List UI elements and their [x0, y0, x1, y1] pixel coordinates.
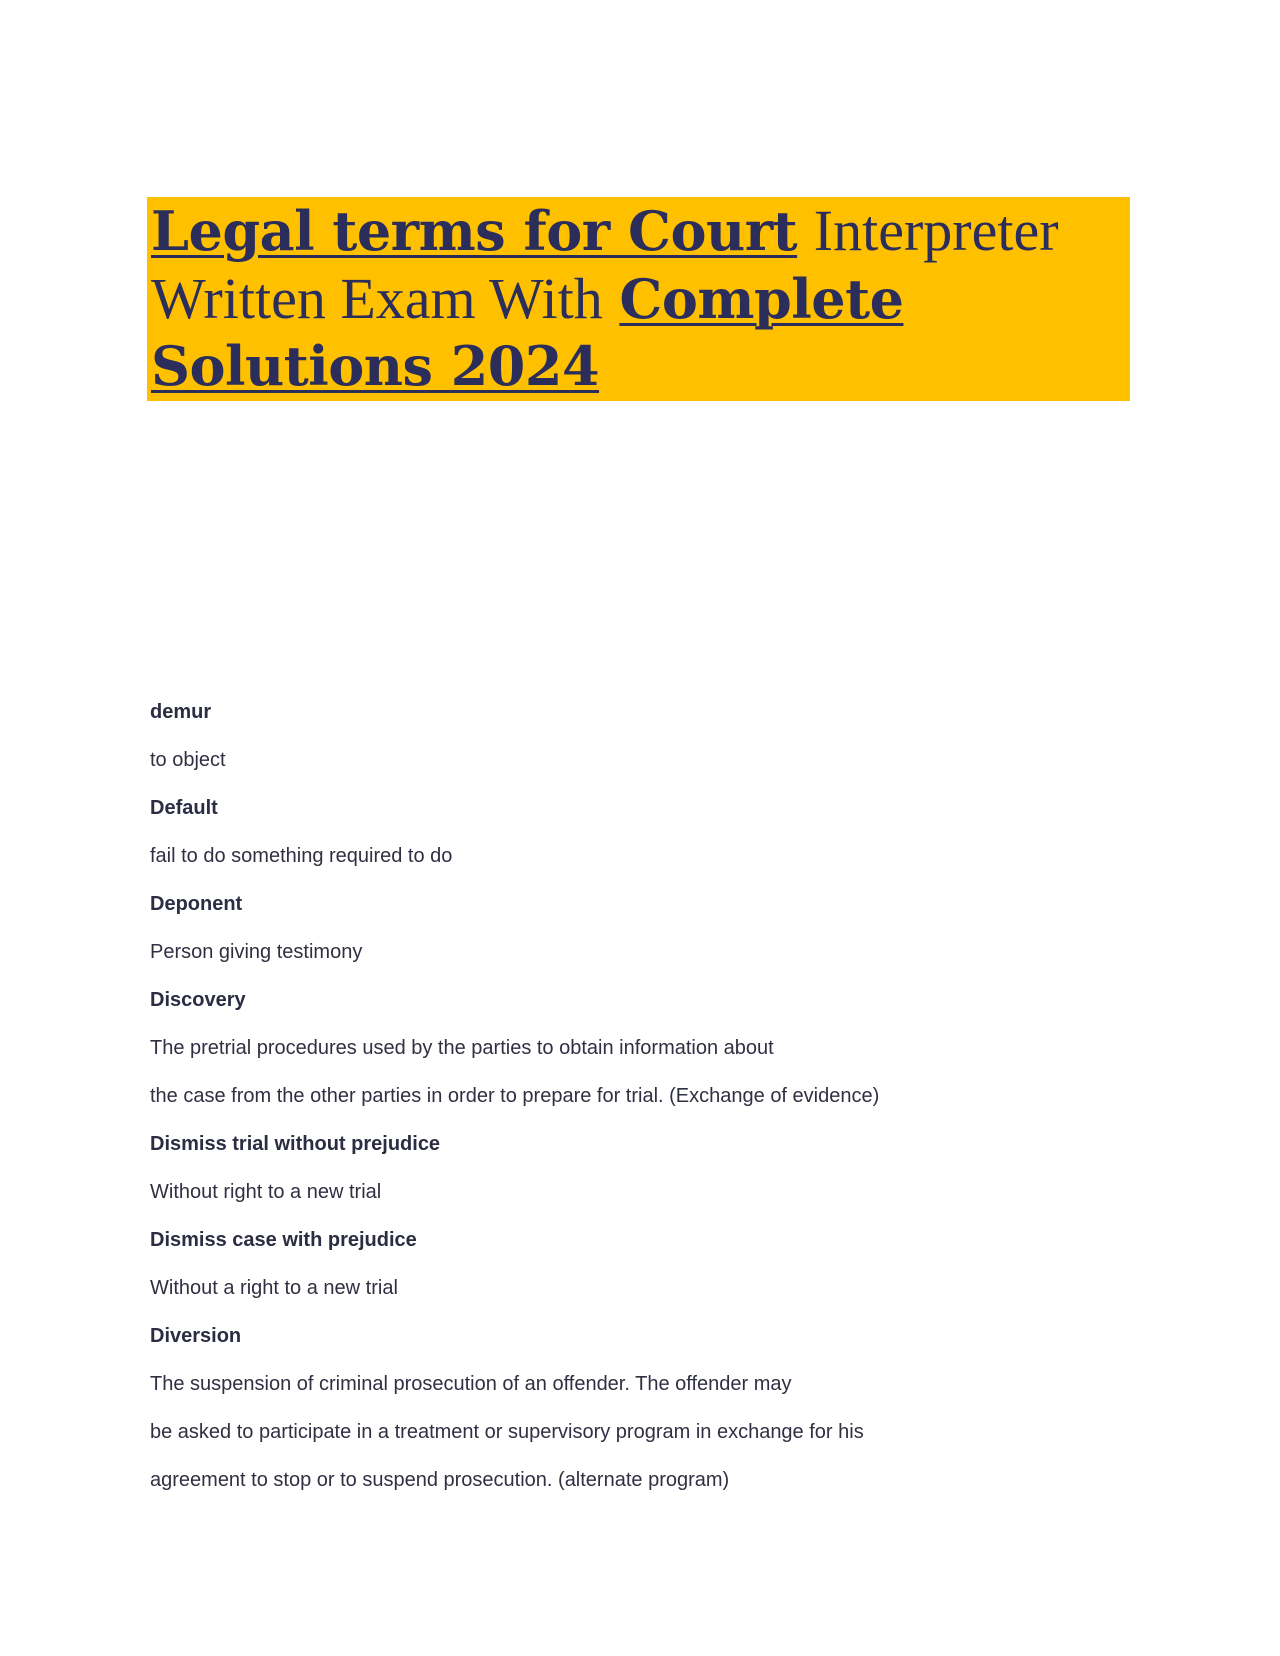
definition-diversion-line-2: be asked to participate in a treatment or supervisory program in exchange for his: [150, 1421, 864, 1443]
title-part-3: Complete Solutions 2024: [151, 267, 904, 398]
definition-dismiss-case-with-prejudice: Without a right to a new trial: [150, 1277, 398, 1299]
definition-discovery-line-1: The pretrial procedures used by the parties to obtain information about: [150, 1037, 774, 1059]
title-part-1: Legal terms for Court: [151, 199, 798, 263]
definition-diversion-line-1: The suspension of criminal prosecution of an offender. The offender may: [150, 1373, 792, 1395]
glossary-list: [150, 688, 1150, 1504]
document-title: [151, 197, 1130, 400]
definition-discovery-line-2: the case from the other parties in order to prepare for trial. (Exchange of evidence): [150, 1085, 880, 1107]
definition-deponent: Person giving testimony: [150, 941, 363, 963]
definition-default: fail to do something required to do: [150, 845, 453, 867]
term-deponent: Deponent: [150, 893, 243, 915]
definition-dismiss-trial-without-prejudice: Without right to a new trial: [150, 1181, 382, 1203]
title-highlight-block: [147, 197, 1130, 401]
term-default: Default: [150, 797, 218, 819]
term-dismiss-case-with-prejudice: Dismiss case with prejudice: [150, 1229, 417, 1251]
definition-diversion-line-3: agreement to stop or to suspend prosecution. (alternate program): [150, 1469, 730, 1491]
definition-demur: to object: [150, 749, 226, 771]
term-demur: demur: [150, 701, 212, 723]
term-dismiss-trial-without-prejudice: Dismiss trial without prejudice: [150, 1133, 441, 1155]
term-discovery: Discovery: [150, 989, 246, 1011]
title-part-2: Interpreter Written Exam With: [151, 198, 1059, 331]
term-diversion: Diversion: [150, 1325, 242, 1347]
